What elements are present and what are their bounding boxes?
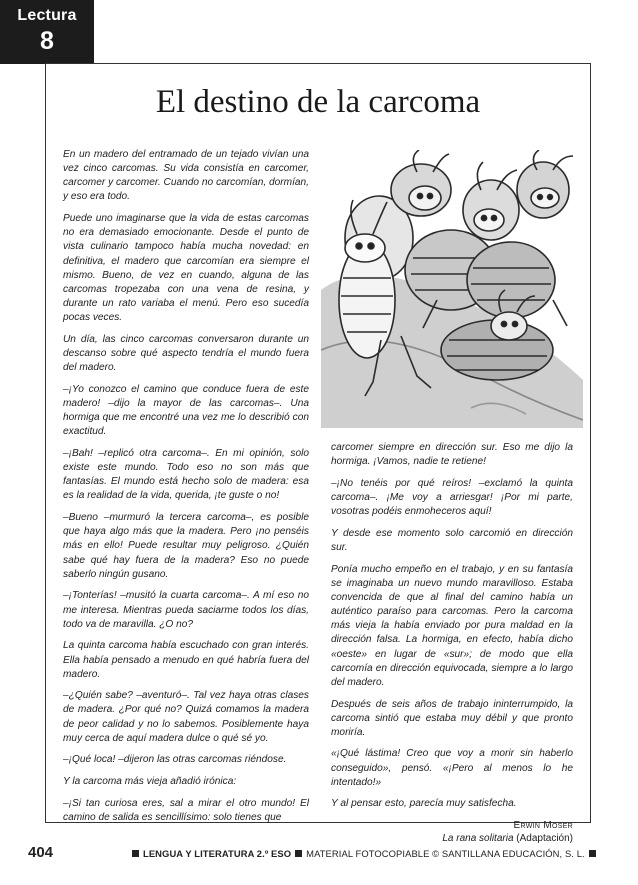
woodworm-illustration <box>321 150 583 428</box>
signature-note: (Adaptación) <box>516 833 573 845</box>
square-bullet-icon <box>589 850 596 857</box>
paragraph: –¿Quién sabe? –aventuró–. Tal vez haya otras clases de madera. ¿Por qué no? Quizá comamos la madera de peor calidad y no lo sabemos. Posiblemente haya muy cerca de aquí madera dulce o qué sé yo. <box>63 690 309 744</box>
paragraph: carcomer siempre en dirección sur. Eso me dijo la hormiga. ¡Vamos, nadie te retiene! <box>331 442 573 468</box>
paragraph: Puede uno imaginarse que la vida de estas carcomas no era demasiado emocionante. Desde el punto de vista culinario tampoco había mucha novedad: en definitiva, el madero que carcomían era siempre el mismo. Bueno, de vez en cuando, alguna de las carcomas tropezaba con una vena de resina, y durante un rato variaba el menú. Pero eso sucedía pocas veces. <box>63 213 309 324</box>
lectura-badge <box>0 0 94 64</box>
paragraph: Después de seis años de trabajo ininterrumpido, la carcoma sintió que estaba muy débil y que pronto moriría. <box>331 698 573 738</box>
paragraph: –¡Qué loca! –dijeron las otras carcomas riéndose. <box>63 754 287 766</box>
signature <box>331 819 573 845</box>
paragraph: –¡Si tan curiosa eres, sal a mirar el otro mundo! El camino de salida es sencillísimo: solo tienes que <box>63 797 309 823</box>
badge-label: Lectura <box>17 7 77 24</box>
paragraph: –¡No tenéis por qué reíros! –exclamó la quinta carcoma–. ¡Me voy a arriesgar! ¡Por mi parte, vosotras podéis enmoheceros aquí! <box>331 477 573 518</box>
paragraph: Un día, las cinco carcomas conversaron durante un descanso sobre qué aspecto tendría el mundo fuera del madero. <box>63 333 309 374</box>
paragraph: Ponía mucho empeño en el trabajo, y en su fantasía se imaginaba un nuevo mundo maravilloso. Estaba convencida de que al final del camino había un auténtico paraíso para carcomas. Pero la carcoma más vieja la había enviado por pura maldad en la dirección falsa. La hormiga, en efecto, había dicho «oeste» en lugar de «sur»; de modo que ella carcomía en dirección equivocada, siempre a lo largo del madero. <box>331 563 573 688</box>
paragraph: «¡Qué lástima! Creo que voy a morir sin haberlo conseguido», pensó. «¡Pero al menos lo he intentado!» <box>331 748 573 788</box>
paragraph: –Bueno –murmuró la tercera carcoma–, es posible que haya algo más que la madera. Pero ¡no penséis más en ello! Puede resultar muy peligroso. ¿Quién sabe qué hay fuera de la madera? Eso no puede saberlo ningún gusano. <box>63 512 309 580</box>
paragraph: Y desde ese momento solo carcomió en dirección sur. <box>331 527 573 553</box>
signature-source-line <box>331 832 573 845</box>
left-column <box>63 148 309 833</box>
footer-text <box>128 848 600 859</box>
paragraph: En un madero del entramado de un tejado vivían una vez cinco carcomas. Su vida consistía en carcomer, carcomer y carcomer. Cuando no carcomían, dormían, y eso era todo. <box>63 149 309 203</box>
square-bullet-icon <box>132 850 139 857</box>
signature-source: La rana solitaria <box>442 833 514 845</box>
paragraph: La quinta carcoma había escuchado con gran interés. Ella había pensado a menudo en qué habría fuera del madero. <box>63 640 309 680</box>
paragraph: –¡Tonterías! –musitó la cuarta carcoma–. A mí eso no me interesa. Mientras pueda saciarme todos los días, todo va de maravilla. ¿O no? <box>63 590 309 630</box>
page-title: El destino de la carcoma <box>155 84 481 120</box>
page-number: 404 <box>28 844 54 861</box>
square-bullet-icon <box>295 850 302 857</box>
paragraph: Y al pensar esto, parecía muy satisfecha. <box>331 798 517 810</box>
paragraph: –¡Bah! –replicó otra carcoma–. En mi opinión, solo existe este mundo. Todo eso no son más que fantasías. El mundo está hecho solo de madera: esa es la realidad de la vida, querida, ¡te guste o no! <box>63 447 309 502</box>
signature-author: Erwin Moser <box>513 820 573 832</box>
paragraph: Y la carcoma más vieja añadió irónica: <box>63 776 237 788</box>
footer-book: LENGUA Y LITERATURA 2.º ESO <box>143 848 292 859</box>
badge-number: 8 <box>40 27 54 55</box>
paragraph: –¡Yo conozco el camino que conduce fuera de este madero! –dijo la mayor de las carcomas–. Una hormiga que me encontré una vez me lo describió con exactitud. <box>63 383 309 438</box>
footer-material: MATERIAL FOTOCOPIABLE © SANTILLANA EDUCACIÓN, S. L. <box>306 848 585 859</box>
right-column <box>331 441 573 845</box>
